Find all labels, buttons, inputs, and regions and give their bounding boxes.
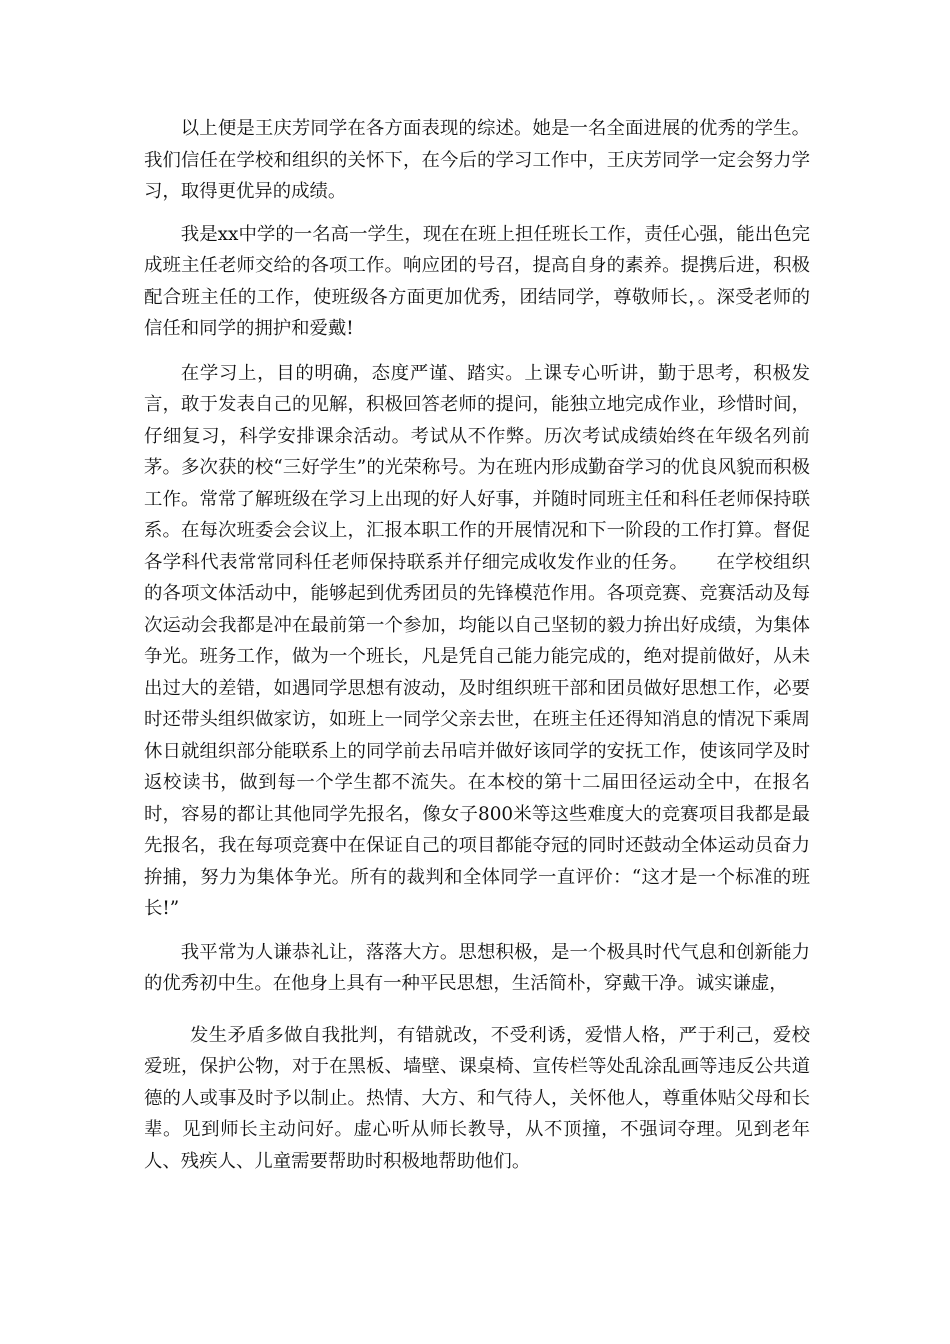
paragraph-self-intro: 我是xx中学的一名高一学生，现在在班上担任班长工作，责任心强，能出色完成班主任老师交给的各项工作。响应团的号召，提高自身的素养。提携后进，积极配合班主任的工作，使班级各方面更加优秀，团结同学，尊敬师长，。深受老师的信任和同学的拥护和爱戴!: [144, 223, 810, 339]
document-body: [144, 113, 810, 1177]
paragraph-conduct: 发生矛盾多做自我批判，有错就改，不受利诱，爱惜人格，严于利己，爱校爱班，保护公物，对于在黑板、墙壁、课桌椅、宣传栏等处乱涂乱画等违反公共道德的人或事及时予以制止。热情、大方、和气待人，关怀他人，尊重体贴父母和长辈。见到师长主动问好。虚心听从师长教导，从不顶撞，不强词夺理。见到老年人、残疾人、儿童需要帮助时积极地帮助他们。: [144, 1024, 810, 1172]
paragraph-study-and-activities: 在学习上，目的明确，态度严谨、踏实。上课专心听讲，勤于思考，积极发言，敢于发表自己的见解，积极回答老师的提问，能独立地完成作业，珍惜时间，仔细复习，科学安排课余活动。考试从不作弊。历次考试成绩始终在年级名列前茅。多次获的校“三好学生”的光荣称号。为在班内形成勤奋学习的优良风貌而积极工作。常常了解班级在学习上出现的好人好事，并随时同班主任和科任老师保持联系。在每次班委会会议上，汇报本职工作的开展情况和下一阶段的工作打算。督促各学科代表常常同科任老师保持联系并仔细完成收发作业的任务。 在学校组织的各项文体活动中，能够起到优秀团员的先锋模范作用。各项竞赛、竞赛活动及每次运动会我都是冲在最前第一个参加，均能以自己坚韧的毅力拚出好成绩，为集体争光。班务工作，做为一个班长，凡是凭自己能力能完成的，绝对提前做好，从未出过大的差错，如遇同学思想有波动，及时组织班干部和团员做好思想工作，必要时还带头组织做家访，如班上一同学父亲去世，在班主任还得知消息的情况下乘周休日就组织部分能联系上的同学前去吊唁并做好该同学的安抚工作，使该同学及时返校读书，做到每一个学生都不流失。在本校的第十二届田径运动全中，在报名时，容易的都让其他同学先报名，像女子800米等这些难度大的竞赛项目我都是最先报名，我在每项竞赛中在保证自己的项目都能夺冠的同时还鼓动全体运动员奋力拚捕，努力为集体争光。所有的裁判和全体同学一直评价：“这才是一个标准的班长!”: [144, 362, 810, 919]
paragraph-summary: 以上便是王庆芳同学在各方面表现的综述。她是一名全面进展的优秀的学生。我们信任在学校和组织的关怀下，在今后的学习工作中，王庆芳同学一定会努力学习，取得更优异的成绩。: [144, 118, 810, 202]
paragraph-character: 我平常为人谦恭礼让，落落大方。思想积极，是一个极具时代气息和创新能力的优秀初中生。在他身上具有一种平民思想，生活简朴，穿戴干净。诚实谦虚，: [144, 941, 810, 994]
